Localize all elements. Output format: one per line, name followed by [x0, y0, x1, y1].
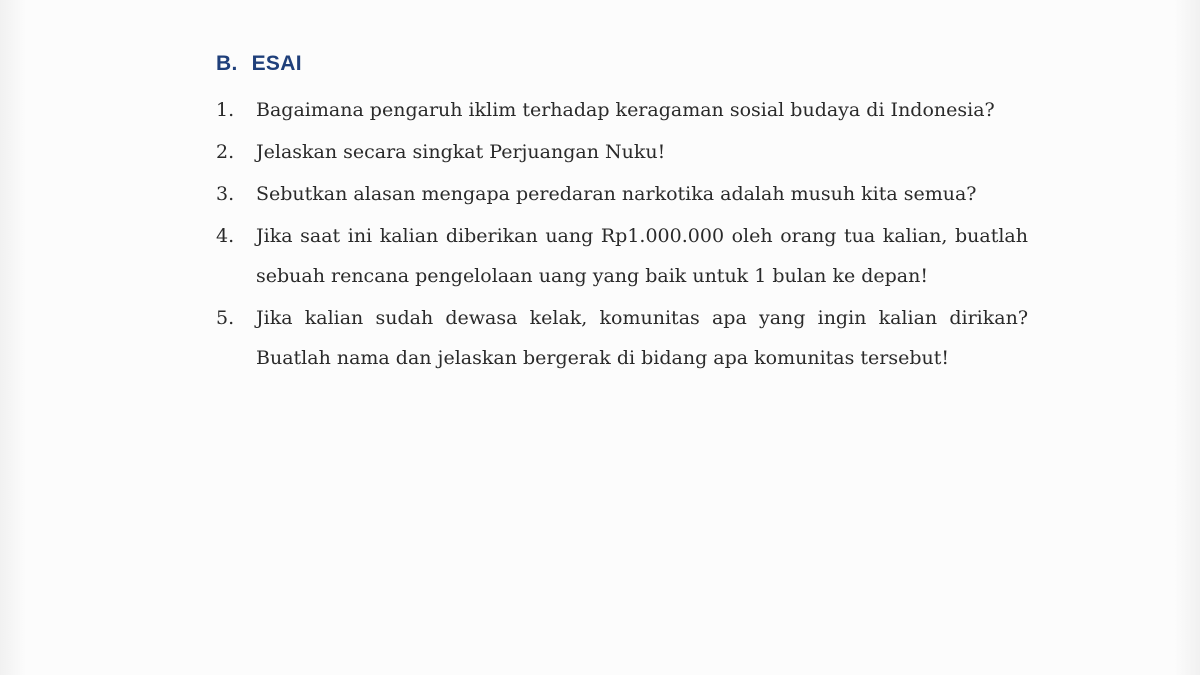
question-item [216, 90, 1028, 130]
question-item [216, 132, 1028, 172]
question-number: 5. [216, 307, 235, 329]
page-edge-right [1174, 0, 1200, 675]
question-number: 4. [216, 225, 235, 247]
question-number: 3. [216, 183, 235, 205]
question-number: 2. [216, 141, 235, 163]
section-letter: B. [216, 52, 238, 75]
question-number: 1. [216, 99, 235, 121]
essay-section [216, 52, 1028, 380]
section-heading [216, 52, 1028, 76]
question-text: Jelaskan secara singkat Perjuangan Nuku! [256, 141, 666, 163]
question-text: Bagaimana pengaruh iklim terhadap keragaman sosial budaya di Indonesia? [256, 99, 995, 121]
question-item [216, 298, 1028, 378]
question-text: Jika kalian sudah dewasa kelak, komunitas apa yang ingin kalian dirikan? Buatlah nama dan jelaskan bergerak di bidang apa komunitas tersebut! [256, 307, 1028, 369]
question-text: Jika saat ini kalian diberikan uang Rp1.000.000 oleh orang tua kalian, buatlah sebuah rencana pengelolaan uang yang baik untuk 1 bulan ke depan! [256, 225, 1028, 287]
question-text: Sebutkan alasan mengapa peredaran narkotika adalah musuh kita semua? [256, 183, 977, 205]
page-edge-left [0, 0, 26, 675]
question-item [216, 216, 1028, 296]
section-title: ESAI [251, 52, 302, 75]
question-item [216, 174, 1028, 214]
question-list [216, 90, 1028, 378]
